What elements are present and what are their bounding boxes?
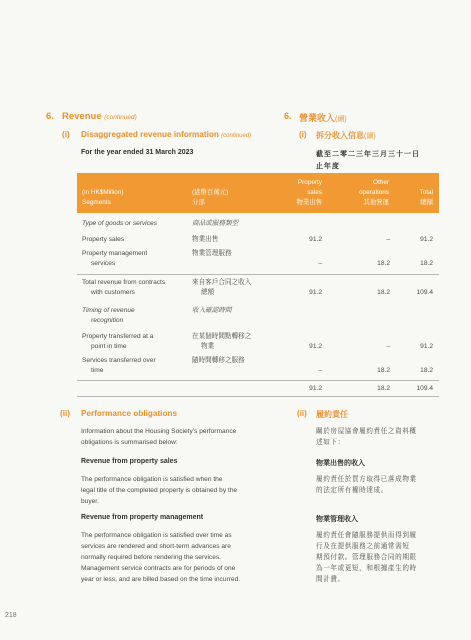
section-suffix: (continued) — [104, 114, 137, 121]
perf-number-en: (ii) — [60, 409, 71, 418]
header-unit-cn: (港幣百萬元) — [192, 189, 229, 196]
heading-property-sales-cn: 物業出售的收入 — [316, 460, 365, 467]
subsection-title-cn-text: 拆分收入信息 — [316, 131, 364, 140]
row-tr-en-1: Total revenue from contracts — [82, 279, 166, 286]
para-line: The performance obligation is satisfied over time as — [81, 532, 232, 539]
para-line: 為一年或更短，和根據產生的時 — [316, 565, 417, 572]
perf-intro-en-line: Information about the Housing Society’s performance — [81, 428, 237, 435]
header-unit-en: (in HK$Million) — [82, 189, 124, 196]
perf-intro-cn — [316, 426, 417, 448]
subsection-suffix: (continued) — [221, 133, 252, 139]
subsection-suffix-cn: (續) — [364, 133, 376, 140]
row-timing-en-1: Timing of revenue — [82, 307, 135, 314]
subsection-number-en: (i) — [62, 130, 70, 139]
year-line-cn-2: 止年度 — [316, 163, 340, 170]
para-line: 履約責任會隨服務提供而得到履 — [316, 532, 417, 539]
para-line: services are rendered and short-term advances are — [81, 543, 231, 550]
para-line: The performance obligation is satisfied when the — [81, 476, 223, 483]
section-number-en: 6. — [46, 111, 54, 122]
para-line: 間計費。 — [316, 576, 345, 583]
heading-property-mgmt-en: Revenue from property management — [81, 514, 204, 521]
para-line: 的法定所有權時達成。 — [316, 487, 388, 494]
para-property-mgmt-cn — [316, 530, 417, 585]
perf-title-cn: 履約責任 — [316, 410, 348, 419]
section-title-cn-text: 營業收入 — [299, 113, 336, 123]
cell-pt-v3: 91.2 — [420, 343, 433, 350]
cell-tot-v1: 91.2 — [309, 385, 322, 392]
row-pt-en-2: point in time — [91, 343, 127, 350]
row-ps-en: Property sales — [82, 236, 125, 243]
cell-st-v3: 18.2 — [420, 367, 433, 374]
heading-property-mgmt-cn: 物業管理收入 — [316, 516, 358, 523]
row-st-en-2: time — [91, 367, 104, 374]
cell-tr-v3: 109.4 — [416, 289, 433, 296]
row-tr-en-2: with customers — [91, 289, 135, 296]
row-type-cn: 商品或服務類型 — [192, 220, 239, 227]
cell-st-v2: 18.2 — [377, 367, 390, 374]
para-property-sales-en — [81, 474, 281, 507]
year-line-en: For the year ended 31 March 2023 — [81, 149, 194, 156]
subsection-number-cn: (i) — [299, 130, 307, 139]
perf-intro-cn-line: 述如下： — [316, 439, 345, 446]
row-pt-cn-1: 在某個時間點轉移之 — [192, 333, 252, 340]
perf-intro-en-line: obligations is summarised below: — [81, 439, 178, 446]
perf-number-cn: (ii) — [297, 409, 307, 418]
para-line: 期預付款。管理服務合同的期限 — [316, 554, 417, 561]
cell-ps-v3: 91.2 — [420, 236, 433, 243]
para-line: legal title of the completed property is obtained by the — [81, 487, 238, 494]
table-rule-3 — [77, 396, 439, 397]
cell-pm-v3: 18.2 — [420, 260, 433, 267]
section-number-cn: 6. — [284, 111, 292, 121]
header-col3-en: Total — [419, 189, 433, 196]
para-line: 履約責任於買方取得已落成物業 — [316, 476, 417, 483]
para-line: buyer. — [81, 498, 99, 505]
year-line-cn-1: 截至二零二三年三月三十一日 — [316, 151, 420, 158]
perf-intro-en — [81, 426, 281, 448]
row-ps-cn: 物業出售 — [192, 236, 219, 243]
para-property-mgmt-en — [81, 530, 281, 585]
row-timing-en-2: recognition — [91, 317, 124, 324]
row-pm-cn: 物業管理服務 — [192, 250, 232, 257]
row-pm-en-2: services — [91, 260, 116, 267]
cell-tr-v2: 18.2 — [377, 289, 390, 296]
header-col1-en-1: Property — [297, 179, 322, 186]
row-pt-en-1: Property transferred at a — [82, 333, 154, 340]
page-number: 218 — [5, 612, 17, 619]
header-col2-en-1: Other — [373, 179, 389, 186]
row-st-cn: 隨時間轉移之服務 — [192, 357, 245, 364]
para-property-sales-cn — [316, 474, 417, 496]
subsection-title-text: Disaggregated revenue information — [81, 130, 219, 139]
para-line: Management service contracts are for periods of one — [81, 565, 236, 572]
cell-pt-v1: 91.2 — [309, 343, 322, 350]
cell-pm-v1: – — [318, 260, 322, 267]
cell-tot-v3: 109.4 — [416, 385, 433, 392]
section-title-text: Revenue — [62, 111, 102, 122]
perf-intro-cn-line: 關於房屋協會履約責任之資料概 — [316, 428, 417, 435]
header-segments-en: Segments — [82, 199, 111, 206]
cell-ps-v1: 91.2 — [309, 236, 322, 243]
row-pt-cn-2: 物業 — [201, 343, 215, 350]
row-tr-cn-1: 來自客戶合同之收入 — [192, 279, 252, 286]
header-col3-cn: 總額 — [420, 199, 433, 206]
header-col1-cn: 物業出售 — [296, 199, 322, 206]
subsection-title-cn — [316, 130, 376, 141]
cell-tot-v2: 18.2 — [377, 385, 390, 392]
header-col1-en-2: sales — [307, 189, 322, 196]
cell-pm-v2: 18.2 — [377, 260, 390, 267]
para-line: year or less, and are billed based on the time incurred. — [81, 576, 241, 583]
row-timing-cn: 收入確認時間 — [192, 307, 232, 314]
cell-st-v1: – — [318, 367, 322, 374]
table-rule-1 — [77, 274, 439, 275]
section-suffix-cn: (續) — [335, 116, 347, 123]
section-title-cn — [299, 111, 347, 124]
row-type-en: Type of goods or services — [82, 220, 158, 227]
table-header — [77, 173, 439, 213]
para-line: normally required before rendering the services. — [81, 554, 222, 561]
para-line: 行及在提供服務之前通常需短 — [316, 543, 410, 550]
header-col2-en-2: operations — [359, 189, 389, 196]
perf-title-en: Performance obligations — [81, 409, 177, 418]
header-segments-cn: 分部 — [192, 199, 205, 206]
row-st-en-1: Services transferred over — [82, 357, 156, 364]
header-col2-cn: 其他營運 — [363, 199, 389, 206]
table-rule-2 — [77, 380, 439, 381]
heading-property-sales-en: Revenue from property sales — [81, 458, 178, 465]
cell-ps-v2: – — [386, 236, 390, 243]
row-tr-cn-2: 總額 — [201, 289, 215, 296]
row-pm-en-1: Property management — [82, 250, 148, 257]
cell-pt-v2: – — [386, 343, 390, 350]
subsection-title-en — [81, 130, 251, 139]
cell-tr-v1: 91.2 — [309, 289, 322, 296]
section-title-en — [62, 111, 137, 122]
